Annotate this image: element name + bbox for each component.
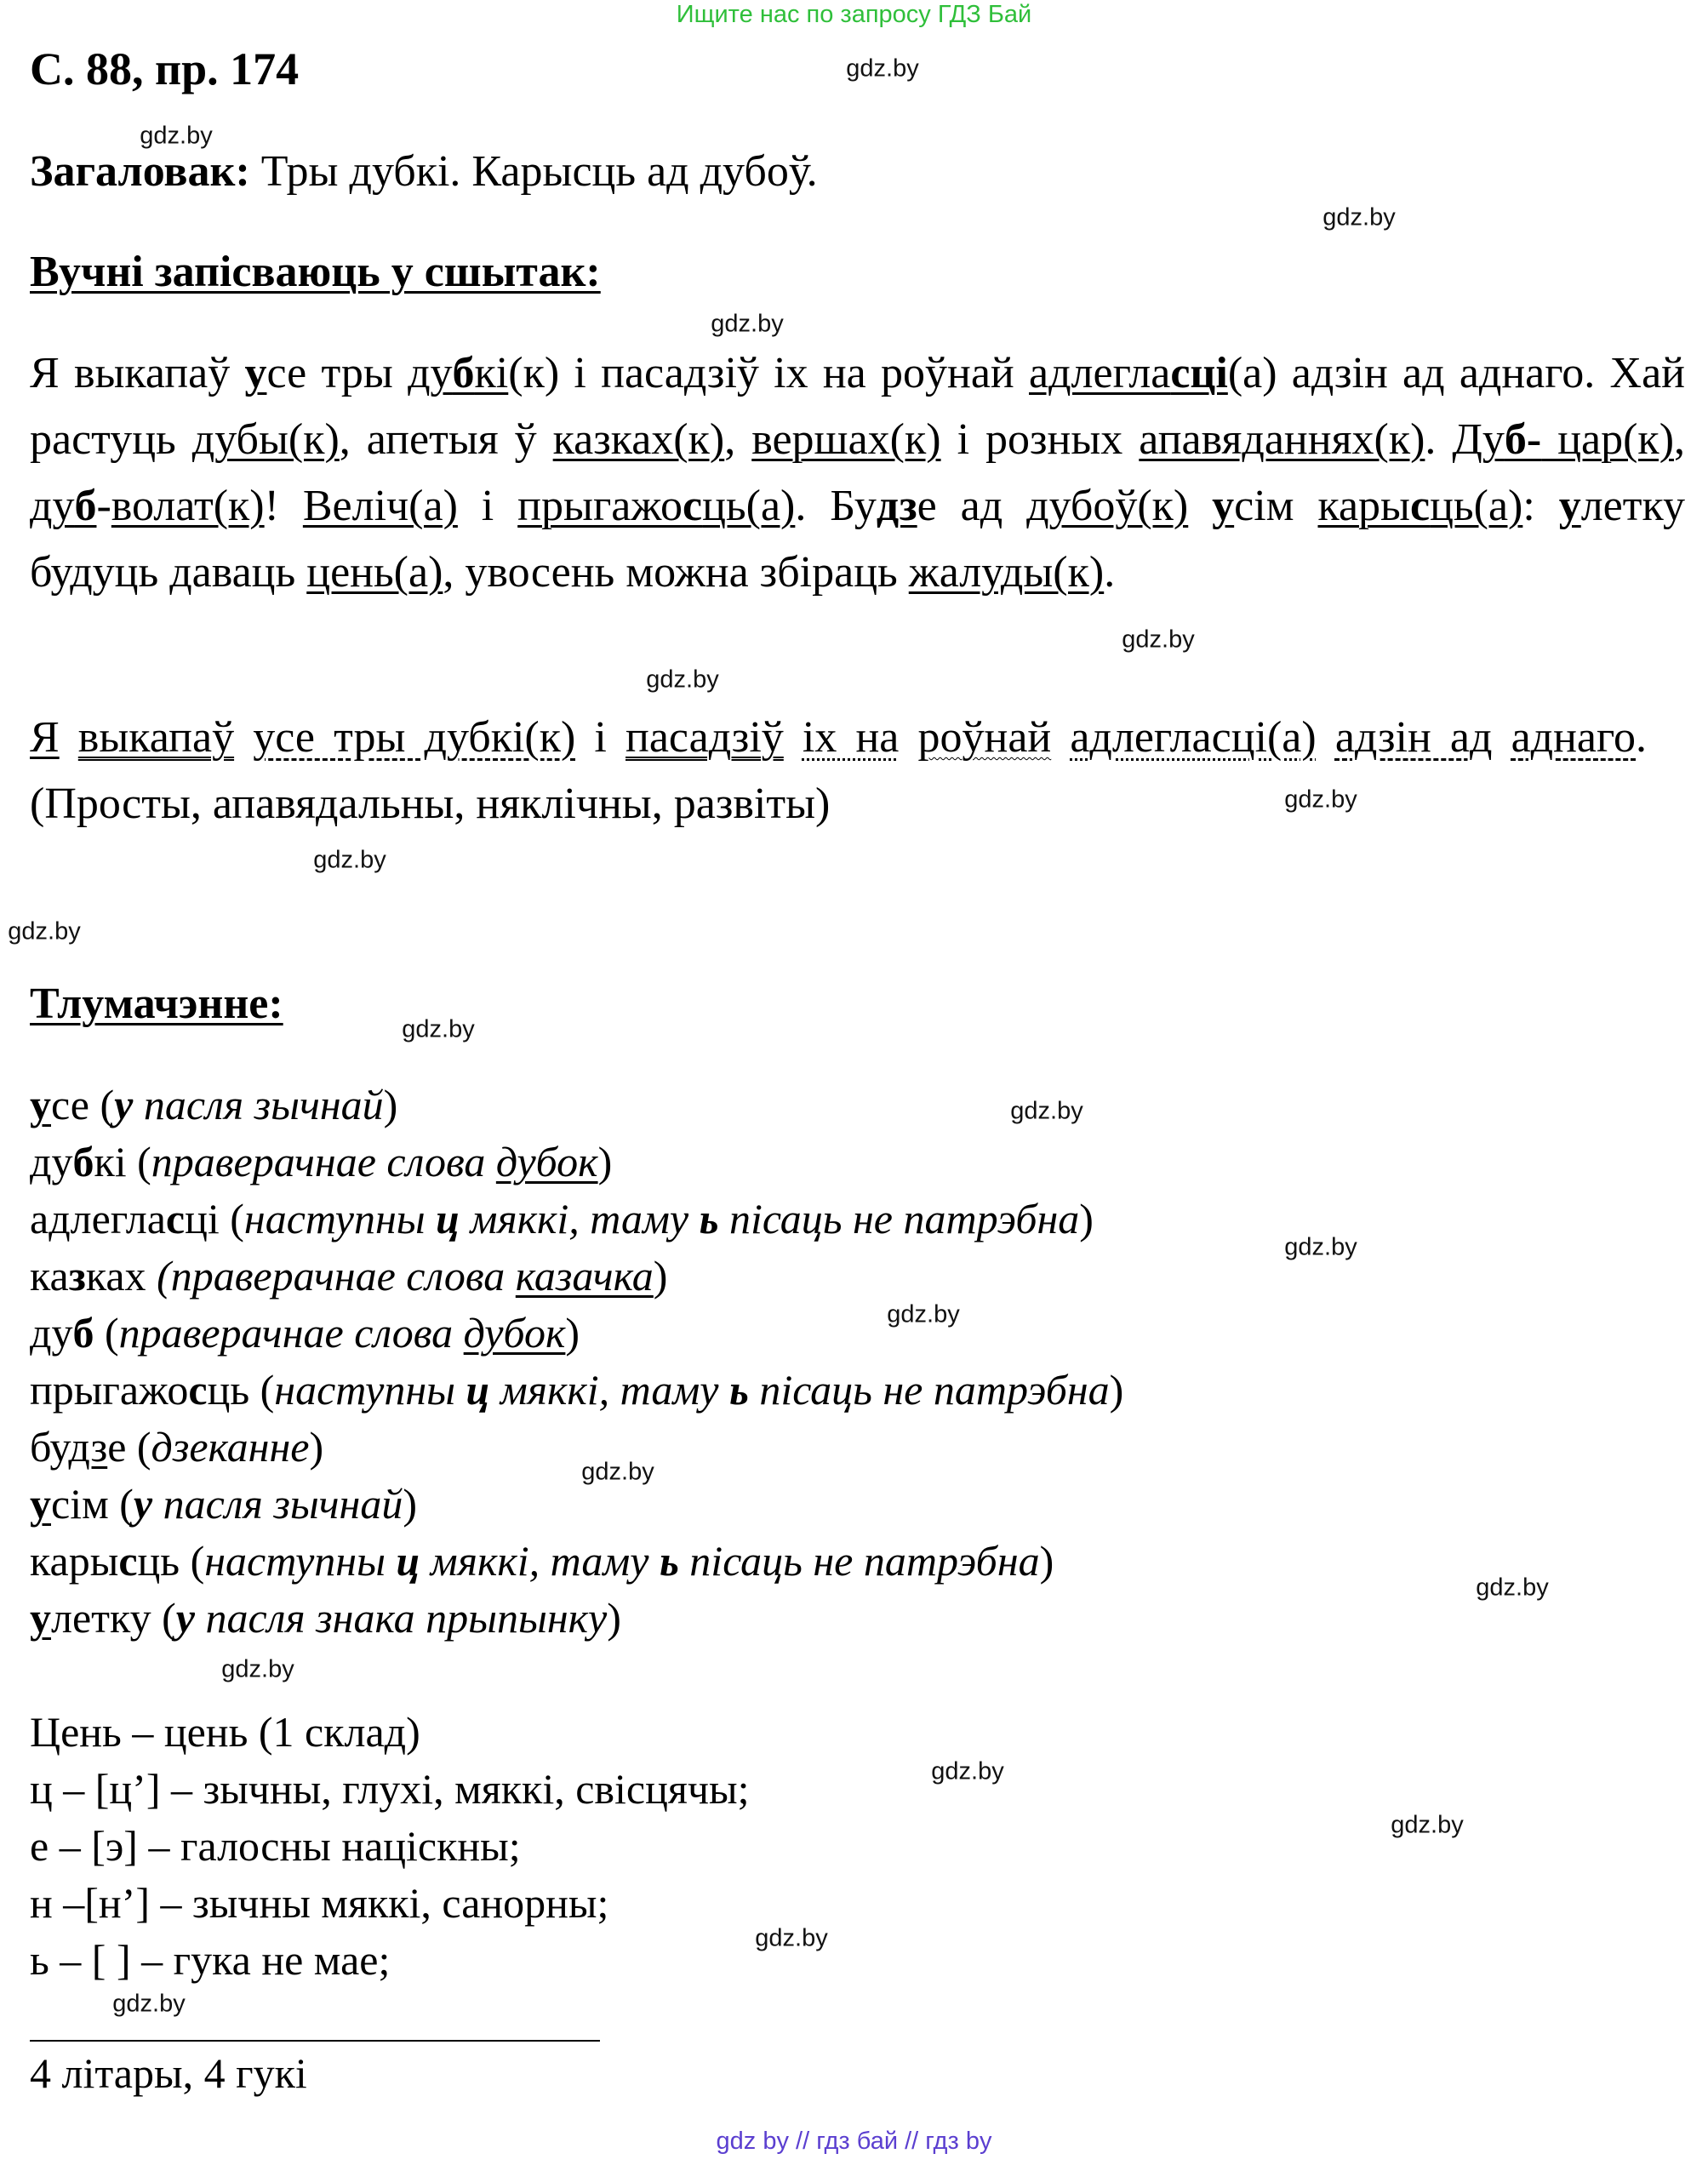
text-segment: б <box>452 349 475 397</box>
text-segment: мяккі, таму <box>459 1195 700 1242</box>
text-segment: (а) адзін ад аднаго. Хай растуць <box>30 349 1686 464</box>
text-segment: ь <box>699 1195 719 1242</box>
interpretation-item <box>30 1248 1123 1305</box>
text-segment: ( <box>94 1309 119 1357</box>
text-segment: праверачнае слова <box>151 1138 496 1185</box>
text-segment: наступны <box>274 1366 466 1414</box>
text-segment: ц <box>396 1537 420 1585</box>
text-segment: вершах(к) <box>751 415 941 464</box>
text-segment: адзін ад <box>1334 713 1493 762</box>
summary-line: 4 літары, 4 гукі <box>30 2049 307 2097</box>
watermark: gdz.by <box>1284 785 1357 814</box>
text-segment <box>1051 713 1070 762</box>
text-segment: адлегла <box>1029 349 1171 397</box>
interpretation-item <box>30 1590 1123 1647</box>
watermark: gdz.by <box>887 1300 960 1328</box>
watermark: gdz.by <box>112 1990 186 2018</box>
text-segment: ) <box>565 1309 580 1357</box>
watermark: gdz.by <box>140 122 213 150</box>
text-segment: б <box>72 1309 94 1357</box>
watermark: gdz.by <box>313 846 386 874</box>
interpretation-item <box>30 1476 1123 1533</box>
text-segment: наступны <box>204 1537 397 1585</box>
text-segment: б <box>72 1138 94 1185</box>
text-segment: мяккі, таму <box>420 1537 660 1585</box>
text-segment: ц <box>466 1366 490 1414</box>
watermark: gdz.by <box>646 665 719 694</box>
interpretation-item <box>30 1533 1123 1590</box>
text-segment: у <box>30 1081 51 1128</box>
text-segment: се тры <box>266 349 408 397</box>
text-segment: ць(а) <box>702 482 796 530</box>
text-segment: - <box>96 482 111 530</box>
text-segment: аднаго <box>1511 713 1637 762</box>
interpretation-item <box>30 1191 1123 1248</box>
phonetic-line: ь – [ ] – гука не мае; <box>30 1936 391 1984</box>
text-segment: с <box>682 482 703 530</box>
text-segment: ) <box>403 1480 417 1528</box>
text-segment: , апетыя ў <box>339 415 553 464</box>
text-segment: дубок <box>463 1309 566 1357</box>
text-segment: сім ( <box>51 1480 134 1528</box>
watermark: gdz.by <box>8 917 81 945</box>
phonetic-analysis <box>30 1704 750 1989</box>
text-segment: ) <box>1109 1366 1124 1414</box>
section-interpretation-title: Тлумачэнне: <box>30 980 283 1028</box>
text-segment: ду <box>30 482 75 530</box>
text-segment <box>234 713 253 762</box>
text-segment: Ду <box>1452 415 1505 464</box>
interpretation-item <box>30 1362 1123 1419</box>
text-segment: у <box>133 1480 153 1528</box>
text-segment: летку будуць даваць <box>30 482 1685 597</box>
text-segment: ц <box>436 1195 460 1242</box>
text-segment: (к) і пасадзіў іх на роўнай <box>508 349 1030 397</box>
watermark: gdz.by <box>711 310 784 338</box>
heading-label: Загаловак: <box>30 147 250 196</box>
text-segment: казках(к) <box>552 415 725 464</box>
text-segment: сім <box>1234 482 1318 530</box>
text-segment: ка <box>30 1252 69 1300</box>
text-segment <box>1188 482 1212 530</box>
text-segment: пісаць не патрэбна <box>748 1366 1110 1414</box>
watermark: gdz.by <box>755 1924 828 1952</box>
text-segment: цар(к) <box>1541 415 1675 464</box>
text-segment: кі <box>474 349 509 397</box>
text-segment: пісаць не патрэбна <box>678 1537 1040 1585</box>
text-segment: , <box>724 415 752 464</box>
main-paragraph <box>30 340 1685 606</box>
text-segment: дубок <box>495 1138 598 1185</box>
heading-line <box>30 146 818 197</box>
watermark: gdz.by <box>402 1015 475 1043</box>
text-segment: і <box>457 482 518 530</box>
text-segment: ць(а) <box>1430 482 1523 530</box>
text-segment: у <box>1212 482 1235 530</box>
text-segment: с <box>165 1195 186 1242</box>
watermark: gdz.by <box>1476 1574 1549 1602</box>
page-title: С. 88, пр. 174 <box>30 43 300 94</box>
text-segment: дз <box>876 482 917 530</box>
text-segment: у <box>30 1480 51 1528</box>
text-segment: се ( <box>51 1081 115 1128</box>
text-segment: дз <box>68 1423 108 1471</box>
phonetic-line: н –[н’] – зычны мяккі, санорны; <box>30 1879 609 1927</box>
text-segment: дубы(к) <box>191 415 340 464</box>
interpretation-item <box>30 1419 1123 1476</box>
text-segment <box>1492 713 1511 762</box>
text-segment: бу <box>30 1423 69 1471</box>
text-segment: ду <box>30 1309 73 1357</box>
text-segment: летку ( <box>51 1594 176 1642</box>
text-segment: у <box>30 1594 51 1642</box>
watermark: gdz.by <box>581 1458 654 1486</box>
text-segment: пісаць не патрэбна <box>718 1195 1080 1242</box>
text-segment: прыгажо <box>30 1366 189 1414</box>
footer-links[interactable]: gdz by // гдз бай // гдз by <box>716 2128 992 2155</box>
text-segment: ь <box>659 1537 679 1585</box>
watermark: gdz.by <box>221 1655 294 1683</box>
text-segment: б- <box>1504 415 1542 464</box>
text-segment: праверачнае слова <box>118 1309 464 1357</box>
text-segment: у <box>175 1594 195 1642</box>
text-segment: казачка <box>515 1252 654 1300</box>
interpretation-list <box>30 1077 1123 1647</box>
heading-text: Тры дубкі. Карысць ад дубоў. <box>249 147 818 196</box>
text-segment <box>899 713 917 762</box>
text-segment: (праверачнае слова <box>157 1252 516 1300</box>
text-segment: Веліч(а) <box>302 482 458 530</box>
text-segment: з <box>68 1252 86 1300</box>
search-banner: Ищите нас по запросу ГДЗ Бай <box>676 1 1032 28</box>
text-segment: у <box>1558 482 1581 530</box>
watermark: gdz.by <box>1010 1097 1083 1125</box>
text-segment: і <box>575 713 626 762</box>
text-segment: ) <box>607 1594 621 1642</box>
text-segment: б <box>74 482 97 530</box>
parsed-sentence <box>30 705 1647 837</box>
text-segment: . <box>1104 548 1116 597</box>
text-segment: . <box>1425 415 1453 464</box>
text-segment: адлегласці(а) <box>1070 713 1317 762</box>
text-segment: кары <box>1317 482 1410 530</box>
text-segment: мяккі, таму <box>489 1366 729 1414</box>
text-segment <box>784 713 803 762</box>
text-segment: Я выкапаў <box>30 349 245 397</box>
text-segment: Я <box>30 713 60 762</box>
text-segment: у <box>114 1081 134 1128</box>
text-segment: пасля знака прыпынку <box>194 1594 608 1642</box>
text-segment: е ( <box>107 1423 151 1471</box>
text-segment: ) <box>597 1138 613 1185</box>
watermark: gdz.by <box>846 54 919 83</box>
watermark: gdz.by <box>1284 1233 1357 1261</box>
text-segment: с <box>1410 482 1431 530</box>
phonetic-line: ц – [ц’] – зычны, глухі, мяккі, свісцячы; <box>30 1765 750 1813</box>
text-segment: апавяданнях(к) <box>1139 415 1425 464</box>
text-segment: ць ( <box>137 1537 205 1585</box>
watermark: gdz.by <box>1122 626 1195 654</box>
text-segment: ) <box>1079 1195 1094 1242</box>
text-segment: ду <box>408 349 453 397</box>
text-segment: е ад <box>917 482 1027 530</box>
text-segment: дзеканне <box>151 1423 310 1471</box>
watermark: gdz.by <box>1391 1811 1464 1839</box>
text-segment: пасадзіў <box>626 713 784 762</box>
text-segment: цень(а) <box>306 548 443 597</box>
text-segment <box>1317 713 1335 762</box>
interpretation-item <box>30 1077 1123 1134</box>
text-segment: ць ( <box>207 1366 275 1414</box>
text-segment: кары <box>30 1537 119 1585</box>
text-segment: жалуды(к) <box>908 548 1105 597</box>
text-segment: с <box>118 1537 138 1585</box>
text-segment: кі ( <box>94 1138 151 1185</box>
text-segment: роўнай <box>917 713 1052 762</box>
text-segment: пасля зычнай <box>133 1081 384 1128</box>
section-notebook-title: Вучні запісваюць у сшытак: <box>30 248 601 296</box>
text-segment: , увосень можна збіраць <box>443 548 909 597</box>
text-segment: выкапаў <box>77 713 235 762</box>
interpretation-item <box>30 1134 1123 1191</box>
text-segment <box>60 713 78 762</box>
phonetic-line: е – [э] – галосны націскны; <box>30 1822 521 1870</box>
text-segment: у <box>244 349 267 397</box>
text-segment: ках <box>85 1252 157 1300</box>
text-segment: волат(к) <box>111 482 265 530</box>
text-segment: ) <box>1039 1537 1054 1585</box>
text-segment: іх на <box>802 713 900 762</box>
watermark: gdz.by <box>931 1757 1004 1785</box>
text-segment: прыгажо <box>517 482 683 530</box>
text-segment: , <box>1674 415 1686 464</box>
text-segment: с <box>188 1366 208 1414</box>
text-segment: . (Просты, апавядальны, няклічны, развіты) <box>30 713 1648 828</box>
text-segment: ь <box>728 1366 749 1414</box>
text-segment: ) <box>383 1081 398 1128</box>
text-segment: і розных <box>940 415 1140 464</box>
text-segment: ) <box>309 1423 324 1471</box>
text-segment: ! <box>264 482 303 530</box>
text-segment: пасля зычнай <box>152 1480 403 1528</box>
text-segment: дубоў(к) <box>1026 482 1189 530</box>
text-segment: ці ( <box>185 1195 244 1242</box>
text-segment: . Бу <box>795 482 877 530</box>
text-segment: сці <box>1170 349 1228 397</box>
text-segment: ) <box>653 1252 668 1300</box>
text-segment: ду <box>30 1138 73 1185</box>
phonetic-line: Цень – цень (1 склад) <box>30 1708 420 1756</box>
text-segment: адлегла <box>30 1195 166 1242</box>
text-segment: наступны <box>243 1195 437 1242</box>
text-segment: усе тры дубкі(к) <box>253 713 576 762</box>
divider <box>30 2040 600 2042</box>
text-segment: : <box>1522 482 1559 530</box>
watermark: gdz.by <box>1322 203 1396 231</box>
